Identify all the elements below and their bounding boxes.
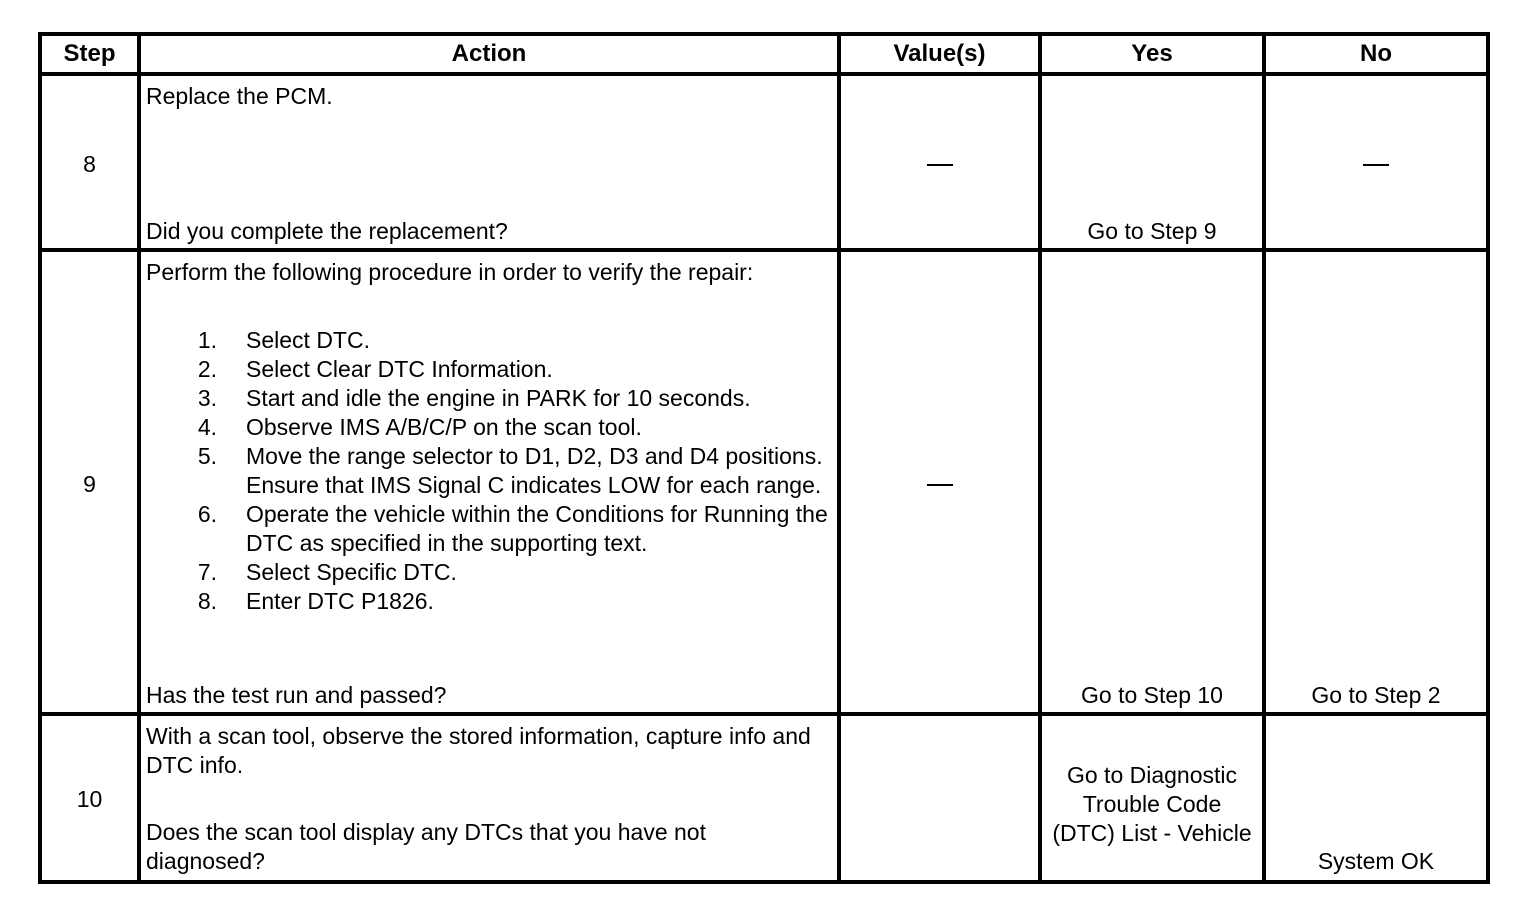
row-9-action-intro: Perform the following procedure in order to verify the repair:	[146, 259, 754, 285]
row-10-action-intro: With a scan tool, observe the stored information, capture info and DTC info.	[146, 723, 811, 778]
row-9-step: 9	[83, 471, 96, 497]
action-column-divider	[837, 32, 841, 884]
row-8-values-dash	[927, 164, 953, 166]
row-8-no-dash	[1363, 164, 1389, 166]
row-8-action-intro: Replace the PCM.	[146, 83, 333, 109]
header-action: Action	[451, 40, 527, 67]
row-9-bottom-border	[38, 712, 1490, 716]
procedure-step-8: 8. Enter DTC P1826.	[197, 588, 434, 614]
row-9-values-dash	[927, 484, 953, 486]
table-top-border	[38, 32, 1490, 36]
row-9-yes: Go to Step 10	[1081, 682, 1223, 708]
row-9-procedure-list	[146, 326, 831, 616]
header-no: No	[1360, 40, 1392, 67]
header-yes: Yes	[1131, 40, 1173, 67]
row-8-step: 8	[83, 151, 96, 177]
procedure-step-1: 1. Select DTC.	[197, 327, 370, 353]
procedure-step-4: 4. Observe IMS A/B/C/P on the scan tool.	[197, 414, 642, 440]
step-column-divider	[137, 32, 141, 884]
row-10-no: System OK	[1317, 848, 1435, 874]
row-10-step: 10	[76, 786, 103, 812]
row-10-action-question: Does the scan tool display any DTCs that you have not diagnosed?	[146, 819, 706, 874]
row-9-no: Go to Step 2	[1311, 682, 1441, 708]
header-values: Value(s)	[893, 40, 986, 67]
procedure-step-3: 3. Start and idle the engine in PARK for 10 seconds.	[197, 385, 751, 411]
header-bottom-border	[38, 72, 1490, 76]
procedure-step-7: 7. Select Specific DTC.	[197, 559, 457, 585]
table-right-border	[1486, 32, 1490, 884]
procedure-step-5: 5. Move the range selector to D1, D2, D3 and D4 positions. Ensure that IMS Signal C indicates LOW for each range.	[197, 443, 823, 498]
table-bottom-border	[38, 880, 1490, 884]
header-step: Step	[63, 40, 116, 67]
row-8-bottom-border	[38, 248, 1490, 252]
row-10-yes: Go to Diagnostic Trouble Code (DTC) List - Vehicle	[1052, 762, 1252, 846]
values-column-divider	[1038, 32, 1042, 884]
procedure-step-2: 2. Select Clear DTC Information.	[197, 356, 553, 382]
yes-column-divider	[1262, 32, 1266, 884]
row-8-yes: Go to Step 9	[1087, 218, 1217, 244]
row-9-action-question: Has the test run and passed?	[146, 682, 447, 708]
procedure-step-6: 6. Operate the vehicle within the Conditions for Running the DTC as specified in the supporting text.	[197, 501, 828, 556]
row-8-action-question: Did you complete the replacement?	[146, 218, 508, 244]
